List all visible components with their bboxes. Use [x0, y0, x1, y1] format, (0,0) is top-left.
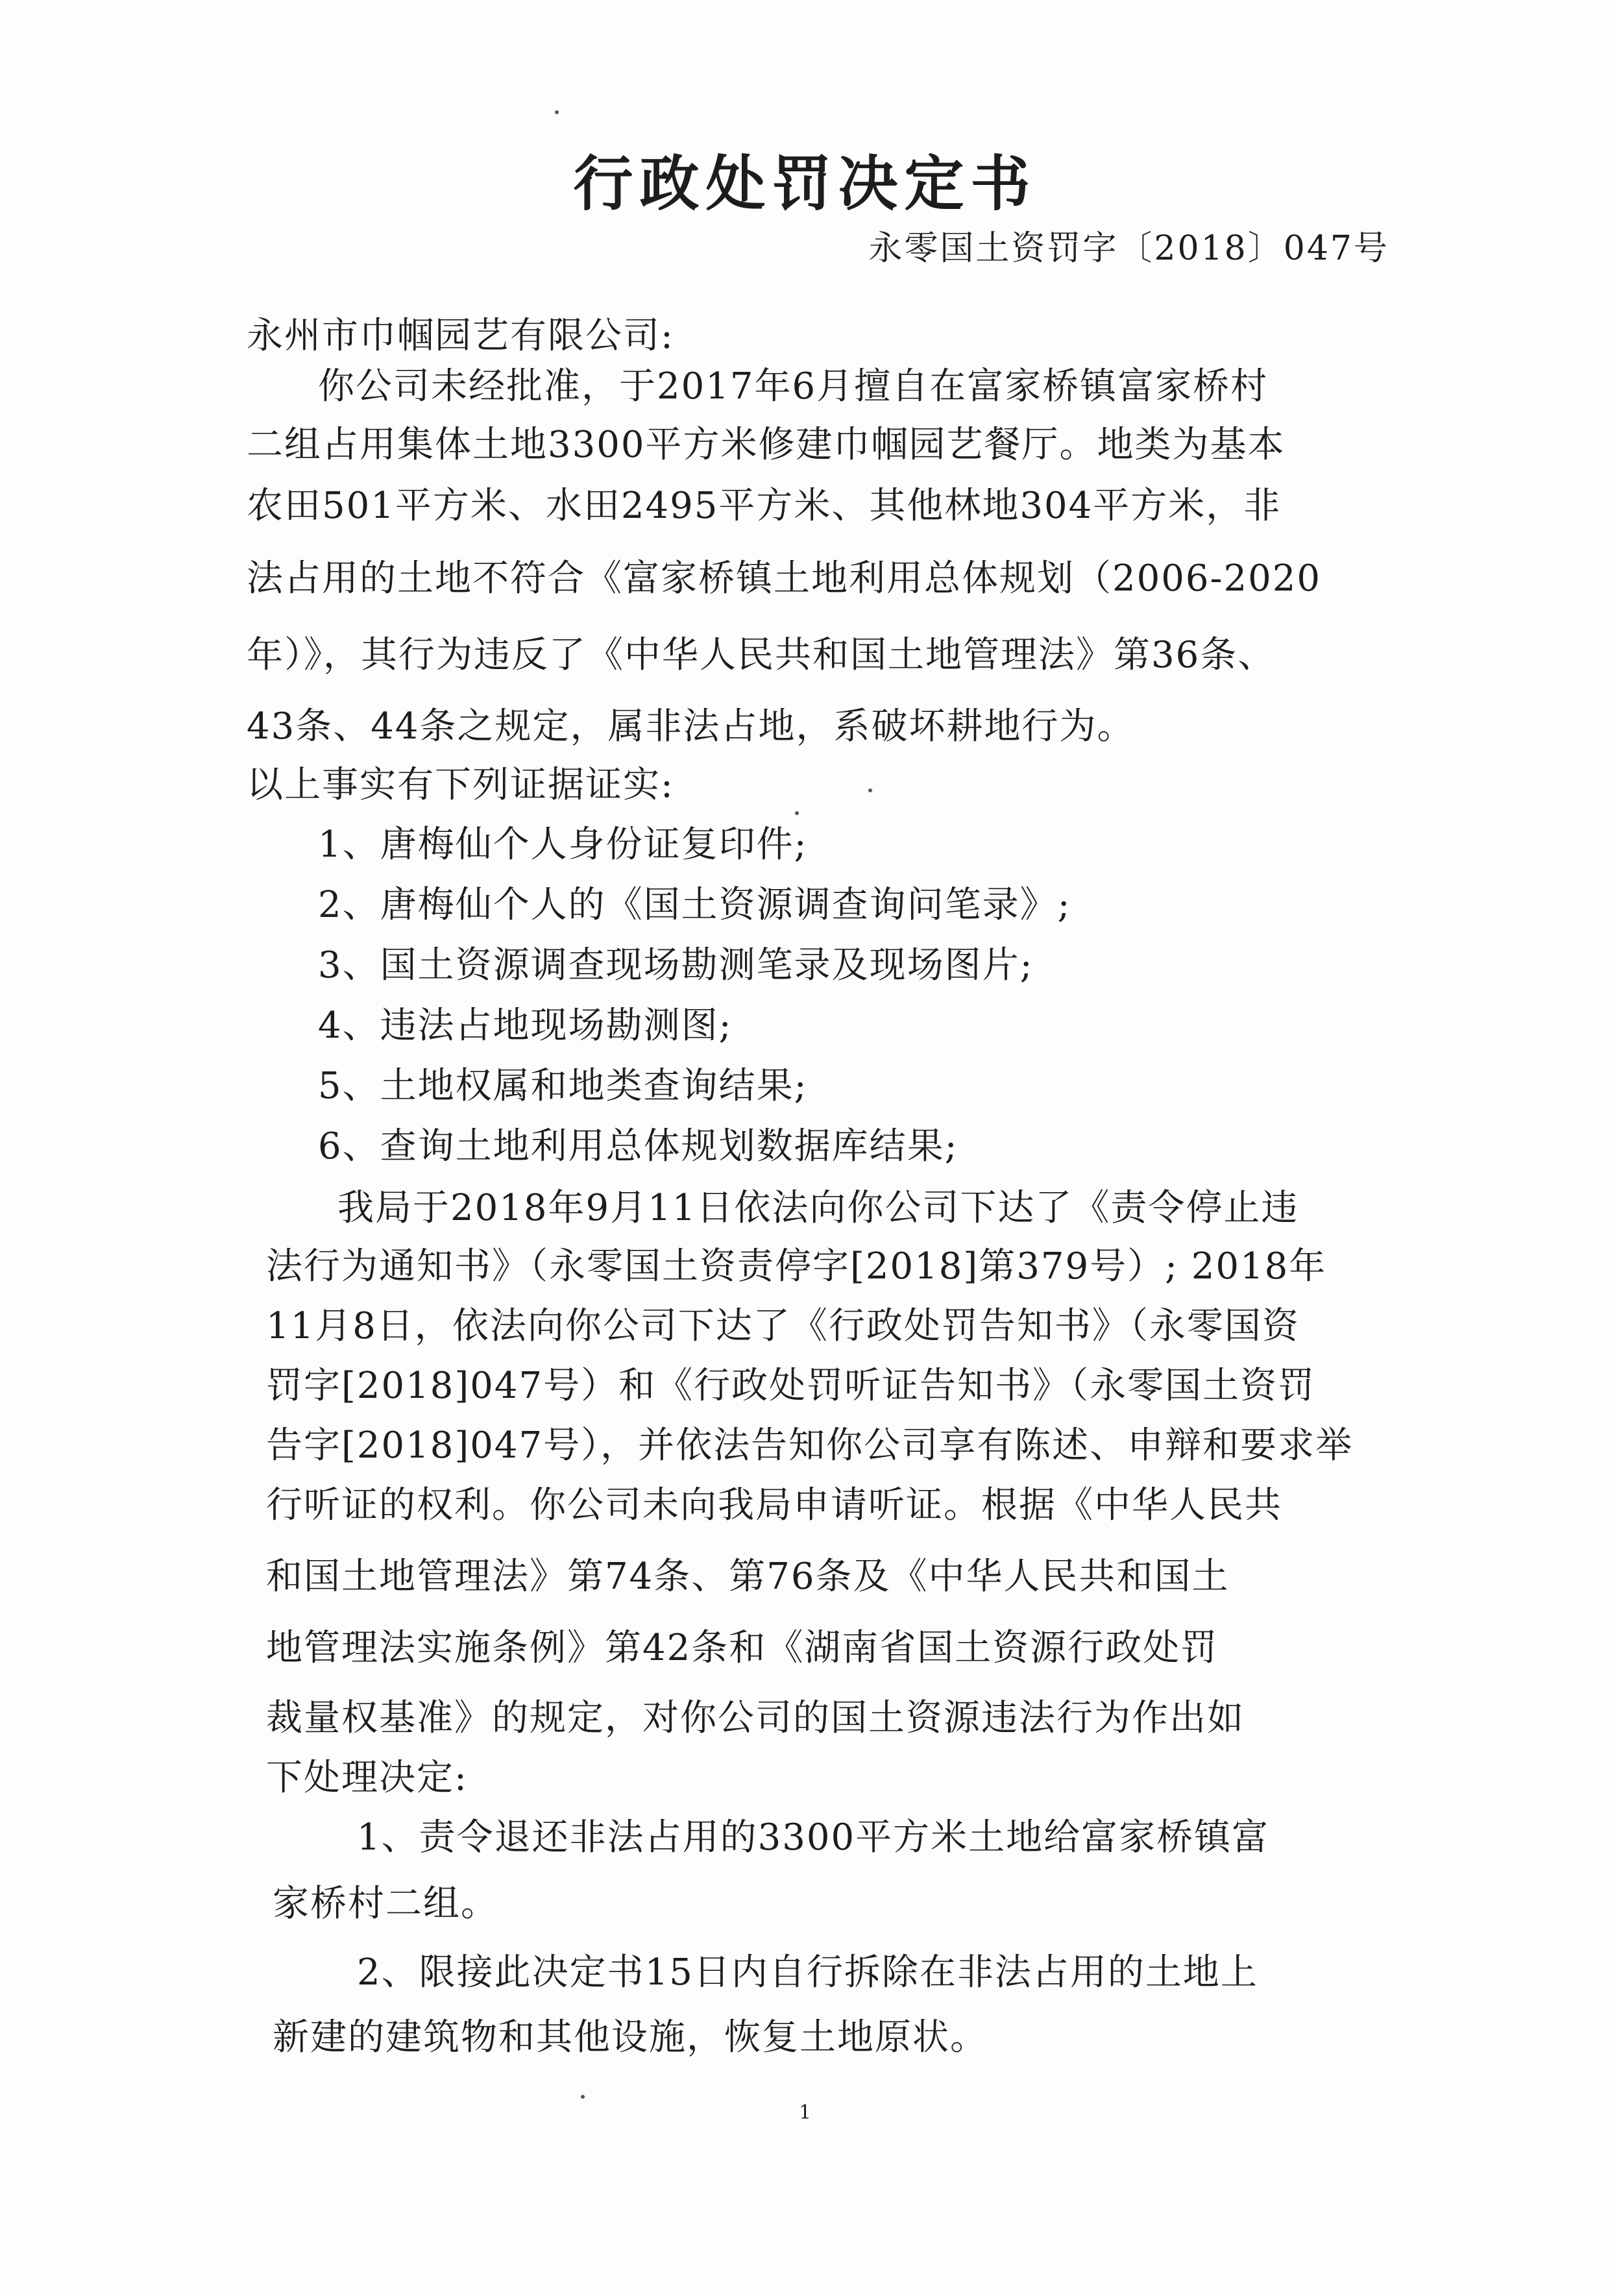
evidence-item: 4、违法占地现场勘测图;	[318, 1005, 733, 1047]
body-line: 地管理法实施条例》第42条和《湖南省国土资源行政处罚	[266, 1627, 1219, 1669]
evidence-item: 1、唐梅仙个人身份证复印件;	[318, 824, 808, 866]
decision-item: 2、限接此决定书15日内自行拆除在非法占用的土地上	[357, 1951, 1258, 1994]
document-number: 永零国土资罚字〔2018〕047号	[868, 229, 1389, 268]
decision-item: 家桥村二组。	[273, 1883, 498, 1925]
body-line: 法占用的土地不符合《富家桥镇土地利用总体规划（2006-2020	[247, 557, 1321, 600]
scan-speck	[795, 811, 799, 815]
body-line: 你公司未经批准，于2017年6月擅自在富家桥镇富家桥村	[318, 365, 1269, 408]
body-line: 和国土地管理法》第74条、第76条及《中华人民共和国土	[266, 1556, 1230, 1598]
evidence-item: 3、国土资源调查现场勘测笔录及现场图片;	[318, 944, 1034, 986]
scan-speck	[555, 110, 559, 114]
body-line: 以上事实有下列证据证实:	[247, 764, 674, 806]
body-line: 下处理决定:	[266, 1757, 468, 1799]
body-line: 行听证的权利。你公司未向我局申请听证。根据《中华人民共	[266, 1484, 1282, 1526]
body-line: 年）》，其行为违反了《中华人民共和国土地管理法》第36条、	[247, 634, 1276, 676]
body-line: 法行为通知书》（永零国土资责停字[2018]第379号）; 2018年	[266, 1245, 1327, 1288]
decision-item: 1、责令退还非法占用的3300平方米土地给富家桥镇富	[357, 1816, 1270, 1859]
evidence-item: 6、查询土地利用总体规划数据库结果;	[318, 1125, 958, 1167]
evidence-item: 5、土地权属和地类查询结果;	[318, 1065, 808, 1107]
body-line: 我局于2018年9月11日依法向你公司下达了《责令停止违	[337, 1187, 1299, 1229]
body-line: 告字[2018]047号），并依法告知你公司享有陈述、申辩和要求举	[266, 1424, 1354, 1467]
decision-item: 新建的建筑物和其他设施，恢复土地原状。	[273, 2016, 988, 2058]
evidence-item: 2、唐梅仙个人的《国土资源调查询问笔录》;	[318, 884, 1071, 926]
page-number: 1	[798, 2101, 812, 2124]
body-line: 裁量权基准》的规定，对你公司的国土资源违法行为作出如	[266, 1697, 1245, 1739]
addressee: 永州市巾帼园艺有限公司:	[247, 315, 674, 357]
body-line: 43条、44条之规定，属非法占地，系破坏耕地行为。	[247, 705, 1135, 748]
body-line: 罚字[2018]047号）和《行政处罚听证告知书》（永零国土资罚	[266, 1365, 1316, 1407]
scan-speck	[868, 788, 872, 792]
body-line: 二组占用集体土地3300平方米修建巾帼园艺餐厅。地类为基本	[247, 424, 1286, 466]
body-line: 农田501平方米、水田2495平方米、其他林地304平方米，非	[247, 485, 1282, 527]
scan-speck	[581, 2095, 585, 2099]
body-line: 11月8日，依法向你公司下达了《行政处罚告知书》（永零国资	[266, 1305, 1300, 1347]
document-title: 行政处罚决定书	[573, 149, 1037, 219]
